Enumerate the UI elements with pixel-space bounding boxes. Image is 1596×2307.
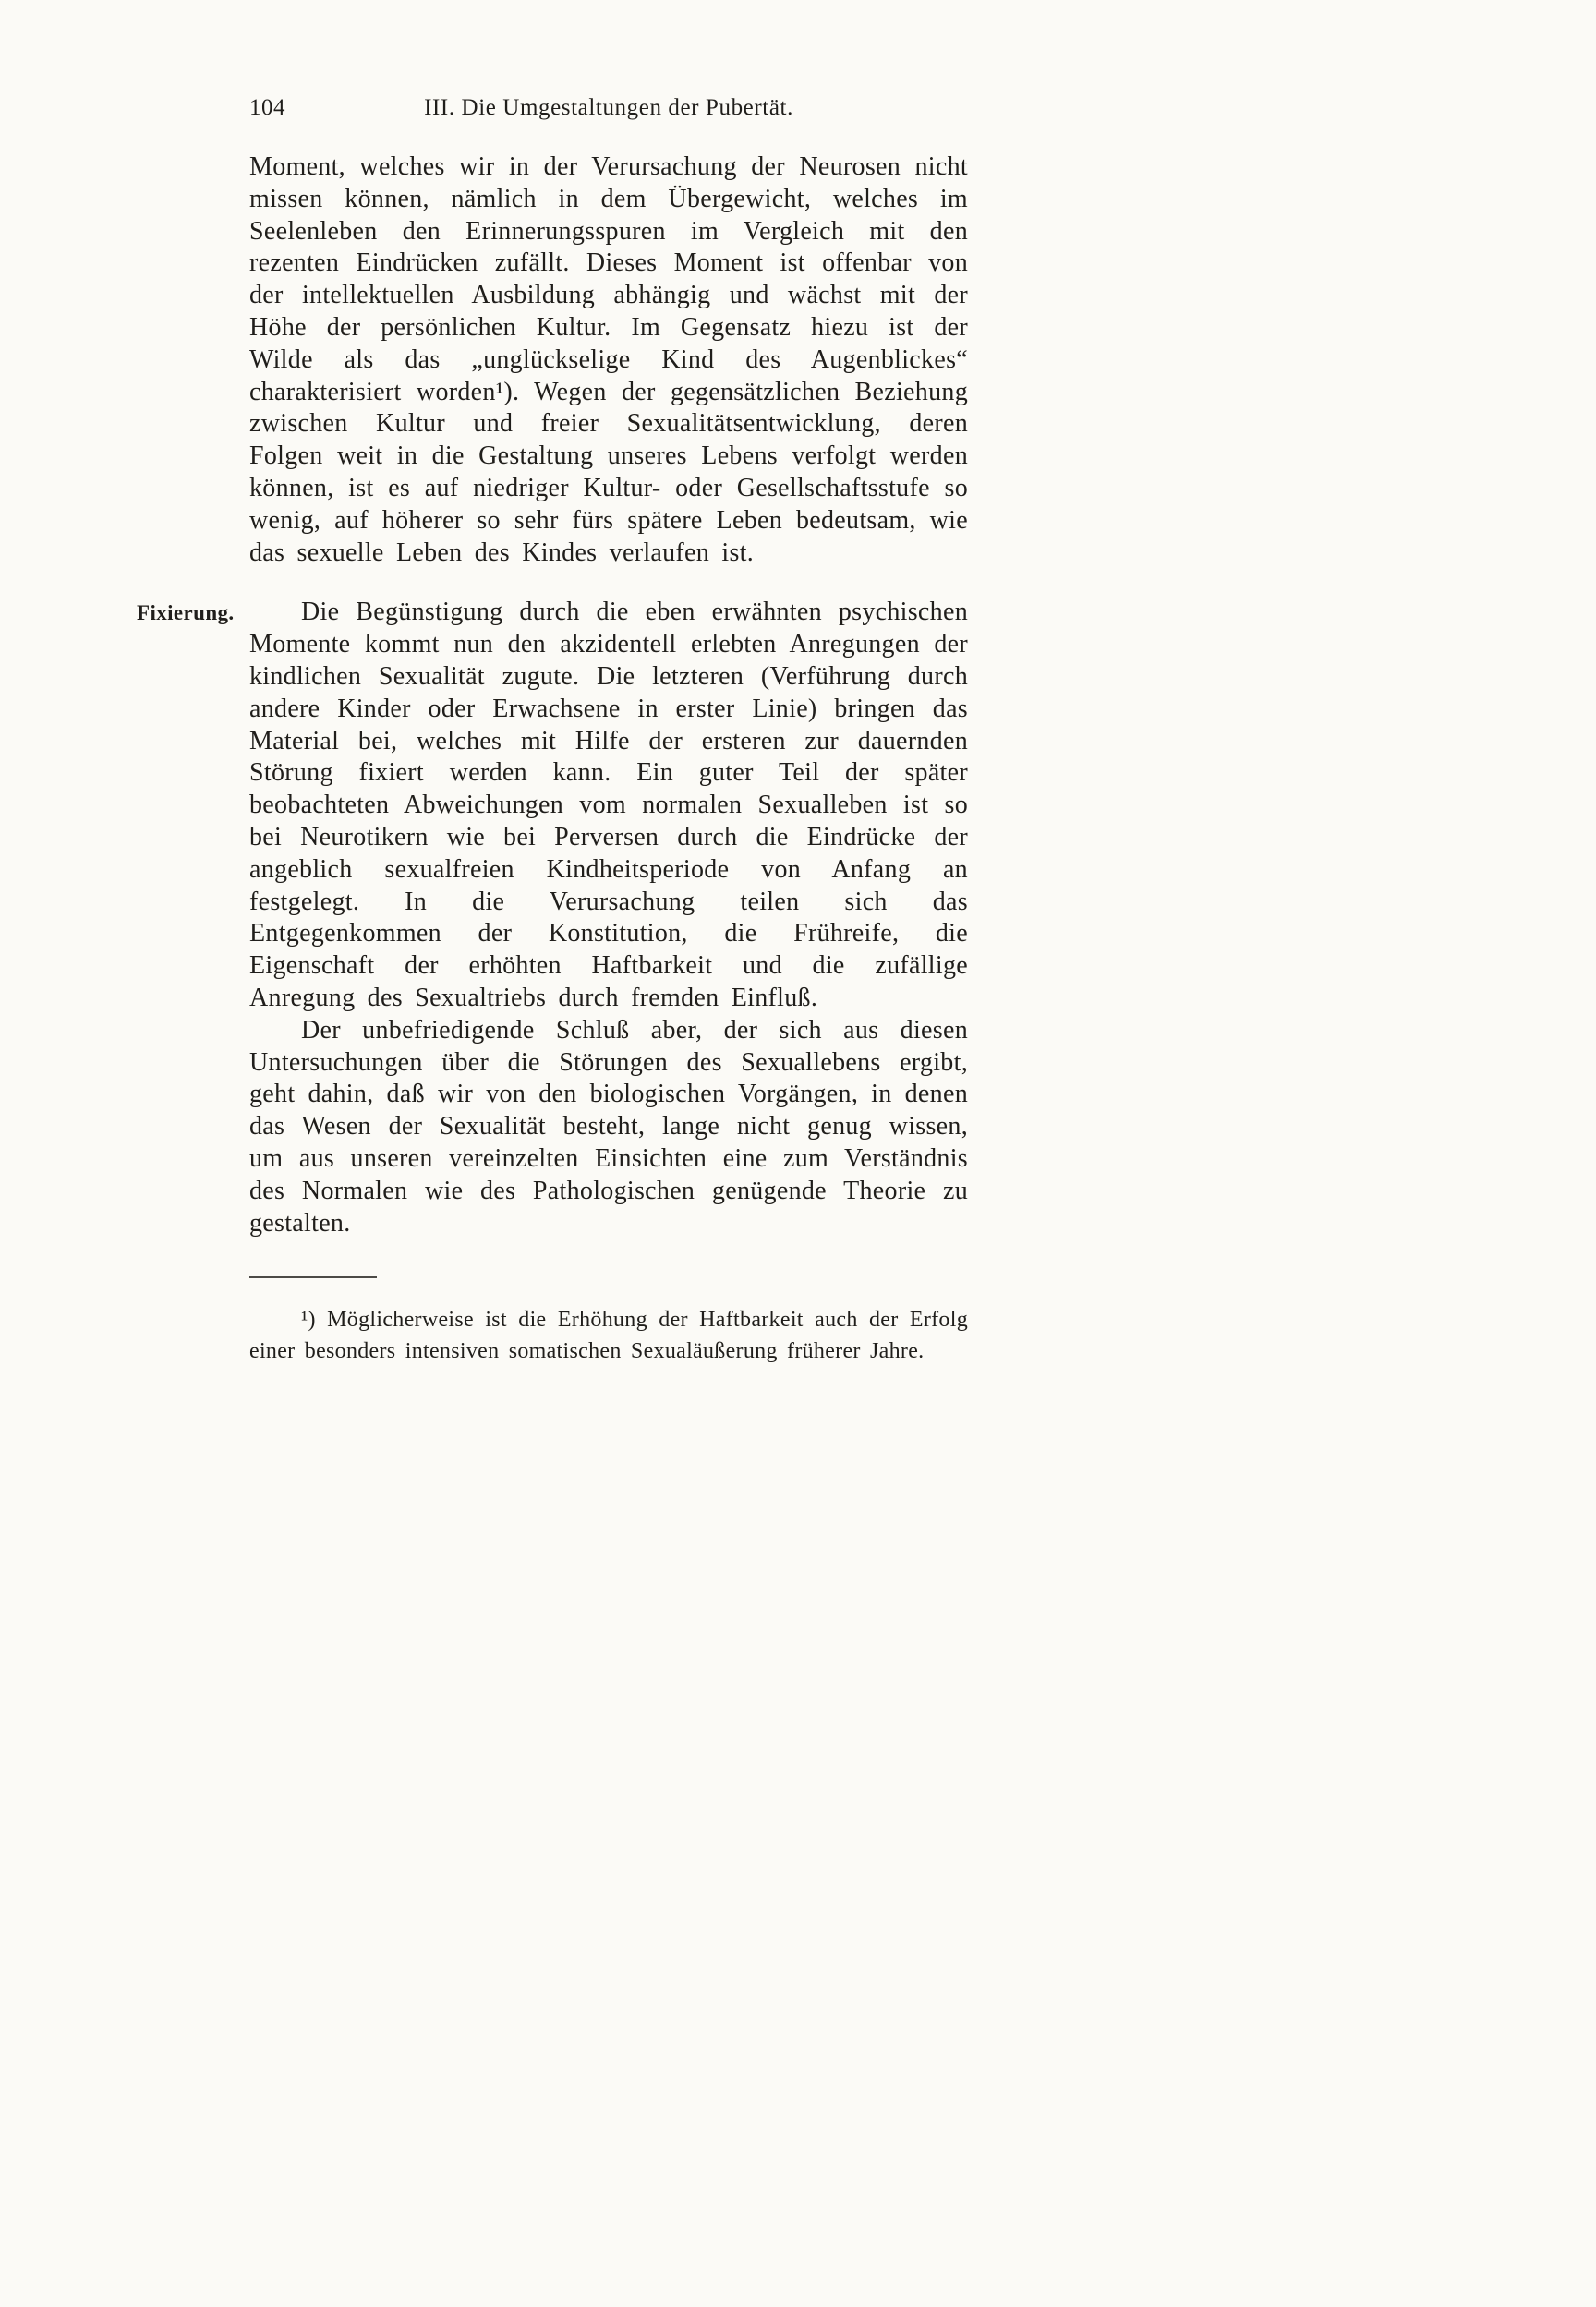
running-header: III. Die Umgestaltungen der Pubertät. [424, 95, 793, 120]
footnote: ¹) Möglicherweise ist die Erhöhung der Haftbarkeit auch der Erfolg einer besonders intensiven somatischen Sexualäußerung früherer Jahre. [249, 1308, 968, 1364]
paragraph-2-wrapper [137, 597, 968, 1014]
margin-label-fixierung: Fixierung. [137, 601, 235, 625]
paragraph-2: Die Begünstigung durch die eben erwähnten psychischen Momente kommt nun den akzidentell erlebten Anregungen der kindlichen Sexualität zugute. Die letzteren (Verführung durch andere Kinder oder Erwachsene in erster Linie) bringen das Material bei, welches mit Hilfe der ersteren zur dauernden Störung fixiert werden kann. Ein guter Teil der später beobachteten Abweichungen vom normalen Sexualleben ist so bei Neurotikern wie bei Perversen durch die Eindrücke der angeblich sexualfreien Kindheitsperiode von Anfang an festgelegt. In die Verursachung teilen sich das Entgegenkommen der Konstitution, die Frühreife, die Eigenschaft der erhöhten Haftbarkeit und die zufällige Anregung des Sexualtriebs durch fremden Einfluß. [249, 598, 968, 1012]
page-number: 104 [249, 95, 285, 120]
paragraph-3: Der unbefriedigende Schluß aber, der sich aus diesen Untersuchungen über die Störungen des Sexuallebens ergibt, geht dahin, daß wir von den biologischen Vorgängen, in denen das Wesen der Sexualität besteht, lange nicht genug wissen, um aus unseren vereinzelten Einsichten eine zum Verständnis des Normalen wie des Pathologischen genügende Theorie zu gestalten. [249, 1015, 968, 1238]
paragraph-1: Moment, welches wir in der Verursachung der Neurosen nicht missen können, nämlich in dem Übergewicht, welches im Seelenleben den Erinnerungsspuren im Vergleich mit den rezenten Eindrücken zufällt. Dieses Moment ist offenbar von der intellektuellen Ausbildung abhängig und wächst mit der Höhe der persönlichen Kultur. Im Gegensatz hiezu ist der Wilde als das „unglückselige Kind des Augenblickes“ charakterisiert worden¹). Wegen der gegensätzlichen Beziehung zwischen Kultur und freier Sexualitätsentwicklung, deren Folgen weit in die Gestaltung unseres Lebens verfolgt werden können, ist es auf niedriger Kultur- oder Gesellschaftsstufe so wenig, auf höherer so sehr fürs spätere Leben bedeutsam, wie das sexuelle Leben des Kindes verlaufen ist. [249, 152, 968, 567]
footnote-separator [249, 1276, 377, 1278]
page-header [249, 95, 968, 125]
text-block [137, 151, 968, 1367]
